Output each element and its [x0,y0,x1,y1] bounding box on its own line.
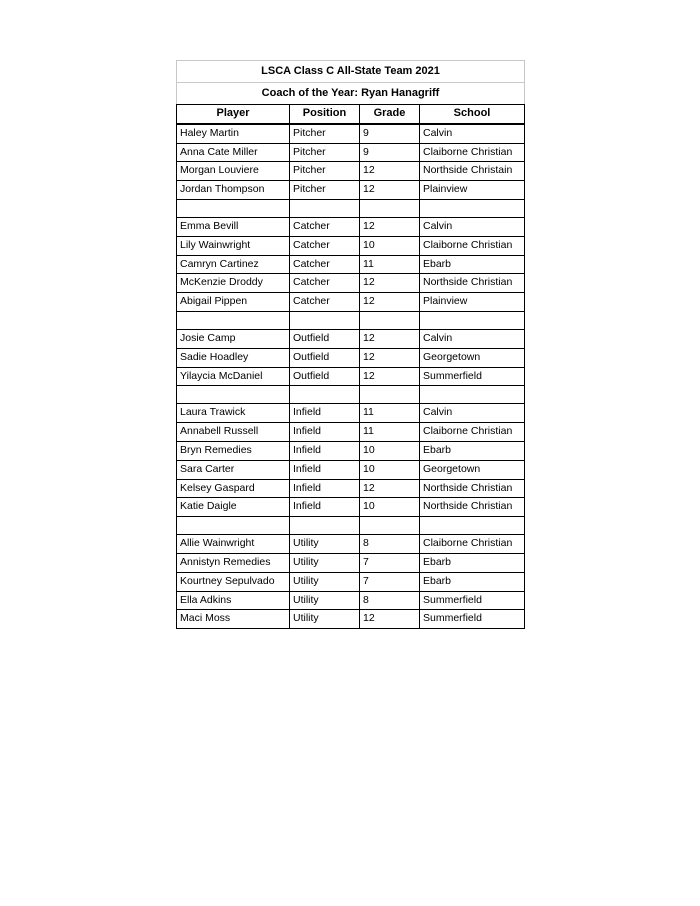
column-header-school: School [420,105,525,124]
grade-cell: 9 [360,143,420,162]
table-row [177,162,525,181]
separator-row [177,311,525,329]
position-cell: Utility [290,535,360,554]
table-row [177,591,525,610]
table-row [177,274,525,293]
grade-cell: 12 [360,479,420,498]
table-row [177,143,525,162]
empty-cell [360,311,420,329]
grade-cell: 9 [360,124,420,143]
grade-cell: 8 [360,591,420,610]
grade-cell: 12 [360,329,420,348]
school-cell: Ebarb [420,572,525,591]
grade-cell: 8 [360,535,420,554]
player-cell: Lily Wainwright [177,236,290,255]
player-cell: Bryn Remedies [177,441,290,460]
empty-cell [420,311,525,329]
grade-cell: 12 [360,181,420,200]
school-cell: Ebarb [420,255,525,274]
grade-cell: 10 [360,236,420,255]
grade-cell: 7 [360,553,420,572]
player-cell: McKenzie Droddy [177,274,290,293]
grade-cell: 12 [360,348,420,367]
grade-cell: 11 [360,255,420,274]
position-cell: Infield [290,441,360,460]
empty-cell [177,199,290,217]
empty-cell [290,386,360,404]
table-row [177,535,525,554]
school-cell: Calvin [420,217,525,236]
table-row [177,255,525,274]
position-cell: Pitcher [290,124,360,143]
player-cell: Emma Bevill [177,217,290,236]
table-row [177,124,525,143]
table-row [177,423,525,442]
table-row [177,348,525,367]
title-row [177,61,525,83]
grade-cell: 7 [360,572,420,591]
grade-cell: 11 [360,423,420,442]
school-cell: Summerfield [420,367,525,386]
empty-cell [177,386,290,404]
empty-cell [360,517,420,535]
position-cell: Utility [290,610,360,629]
grade-cell: 10 [360,498,420,517]
table-row [177,479,525,498]
player-cell: Abigail Pippen [177,293,290,312]
table-row [177,329,525,348]
school-cell: Summerfield [420,591,525,610]
grade-cell: 12 [360,217,420,236]
school-cell: Summerfield [420,610,525,629]
column-header-grade: Grade [360,105,420,124]
empty-cell [420,199,525,217]
table-row [177,236,525,255]
player-cell: Jordan Thompson [177,181,290,200]
empty-cell [360,386,420,404]
table-row [177,181,525,200]
school-cell: Georgetown [420,348,525,367]
player-cell: Kourtney Sepulvado [177,572,290,591]
school-cell: Calvin [420,329,525,348]
player-cell: Morgan Louviere [177,162,290,181]
player-cell: Allie Wainwright [177,535,290,554]
player-cell: Annistyn Remedies [177,553,290,572]
player-cell: Sara Carter [177,460,290,479]
player-cell: Ella Adkins [177,591,290,610]
position-cell: Infield [290,423,360,442]
grade-cell: 12 [360,162,420,181]
empty-cell [360,199,420,217]
table-row [177,572,525,591]
position-cell: Utility [290,572,360,591]
grade-cell: 12 [360,293,420,312]
position-cell: Infield [290,479,360,498]
player-cell: Laura Trawick [177,404,290,423]
table-row [177,404,525,423]
table-row [177,293,525,312]
position-cell: Pitcher [290,162,360,181]
empty-cell [177,517,290,535]
empty-cell [177,311,290,329]
school-cell: Northside Christian [420,498,525,517]
separator-row [177,517,525,535]
position-cell: Pitcher [290,181,360,200]
table-row [177,441,525,460]
position-cell: Outfield [290,348,360,367]
position-cell: Infield [290,498,360,517]
school-cell: Ebarb [420,441,525,460]
player-cell: Yilaycia McDaniel [177,367,290,386]
player-cell: Josie Camp [177,329,290,348]
school-cell: Plainview [420,181,525,200]
separator-row [177,386,525,404]
grade-cell: 12 [360,610,420,629]
position-cell: Utility [290,591,360,610]
table-row [177,217,525,236]
grade-cell: 11 [360,404,420,423]
grade-cell: 12 [360,274,420,293]
player-cell: Camryn Cartinez [177,255,290,274]
player-cell: Kelsey Gaspard [177,479,290,498]
player-cell: Anna Cate Miller [177,143,290,162]
grade-cell: 12 [360,367,420,386]
empty-cell [420,386,525,404]
school-cell: Calvin [420,124,525,143]
school-cell: Claiborne Christian [420,236,525,255]
grade-cell: 10 [360,441,420,460]
roster-table [176,60,525,629]
position-cell: Catcher [290,255,360,274]
player-cell: Sadie Hoadley [177,348,290,367]
empty-cell [420,517,525,535]
column-header-player: Player [177,105,290,124]
position-cell: Outfield [290,329,360,348]
position-cell: Catcher [290,217,360,236]
player-cell: Katie Daigle [177,498,290,517]
position-cell: Catcher [290,236,360,255]
school-cell: Ebarb [420,553,525,572]
position-cell: Pitcher [290,143,360,162]
position-cell: Catcher [290,293,360,312]
school-cell: Claiborne Christian [420,535,525,554]
position-cell: Catcher [290,274,360,293]
coach-of-year: Coach of the Year: Ryan Hanagriff [177,83,525,105]
table-row [177,553,525,572]
grade-cell: 10 [360,460,420,479]
school-cell: Claiborne Christian [420,143,525,162]
school-cell: Northside Christain [420,162,525,181]
all-state-sheet [176,60,524,629]
table-title: LSCA Class C All-State Team 2021 [177,61,525,83]
school-cell: Northside Christian [420,274,525,293]
school-cell: Northside Christian [420,479,525,498]
school-cell: Plainview [420,293,525,312]
table-row [177,367,525,386]
table-row [177,460,525,479]
header-row [177,105,525,124]
position-cell: Utility [290,553,360,572]
player-cell: Haley Martin [177,124,290,143]
school-cell: Claiborne Christian [420,423,525,442]
table-row [177,610,525,629]
school-cell: Calvin [420,404,525,423]
player-cell: Annabell Russell [177,423,290,442]
empty-cell [290,311,360,329]
school-cell: Georgetown [420,460,525,479]
empty-cell [290,199,360,217]
position-cell: Infield [290,460,360,479]
player-cell: Maci Moss [177,610,290,629]
table-row [177,498,525,517]
coach-row [177,83,525,105]
column-header-position: Position [290,105,360,124]
separator-row [177,199,525,217]
empty-cell [290,517,360,535]
position-cell: Infield [290,404,360,423]
position-cell: Outfield [290,367,360,386]
